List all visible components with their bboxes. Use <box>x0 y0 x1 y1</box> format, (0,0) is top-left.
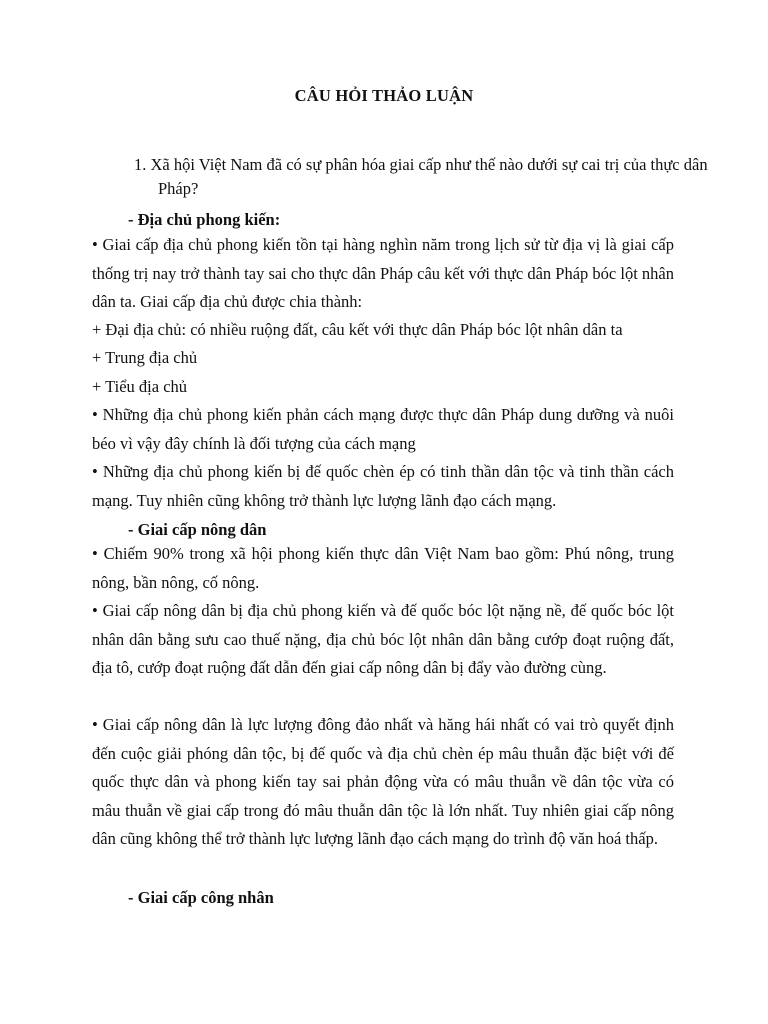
section-heading-nong-dan: - Giai cấp nông dân <box>128 520 267 539</box>
paragraph: • Những địa chủ phong kiến bị đế quốc chèn ép có tinh thần dân tộc và tinh thần cách mạng. Tuy nhiên cũng không trở thành lực lượng lãnh đạo cách mạng. <box>92 462 674 510</box>
paragraph: • Giai cấp địa chủ phong kiến tồn tại hàng nghìn năm trong lịch sử từ địa vị là giai cấp thống trị nay trở thành tay sai cho thực dân Pháp câu kết với thực dân Pháp bóc lột nhân dân ta. Giai cấp địa chủ được chia thành: <box>92 235 674 312</box>
discussion-question: 1. Xã hội Việt Nam đã có sự phân hóa giai cấp như thế nào dưới sự cai trị của thực dân Pháp? <box>134 155 708 198</box>
paragraph: • Giai cấp nông dân là lực lượng đông đảo nhất và hăng hái nhất có vai trò quyết định đến cuộc giải phóng dân tộc, bị đế quốc và địa chủ chèn ép mâu thuẫn đặc biệt với đế quốc thực dân và phong kiến tay sai phản động vừa có mâu thuẫn về dân tộc vừa có mâu thuẫn về giai cấp trong đó mâu thuẫn dân tộc là lớn nhất. Tuy nhiên giai cấp nông dân cũng không thể trở thành lực lượng lãnh đạo cách mạng do trình độ văn hoá thấp. <box>92 715 674 849</box>
section-heading-cong-nhan: - Giai cấp công nhân <box>128 888 274 907</box>
page-title: CÂU HỎI THẢO LUẬN <box>294 86 474 105</box>
paragraph: • Chiếm 90% trong xã hội phong kiến thực dân Việt Nam bao gồm: Phú nông, trung nông, bần nông, cố nông. <box>92 544 674 592</box>
paragraph: + Đại địa chủ: có nhiều ruộng đất, câu kết với thực dân Pháp bóc lột nhân dân ta <box>92 320 623 339</box>
section-heading-dia-chu: - Địa chủ phong kiến: <box>128 210 281 229</box>
paragraph: + Tiểu địa chủ <box>92 377 188 396</box>
paragraph: • Giai cấp nông dân bị địa chủ phong kiến và đế quốc bóc lột nặng nề, đế quốc bóc lột nhân dân bằng sưu cao thuế nặng, địa chủ bóc lột nhân dân bằng cướp đoạt ruộng đất, địa tô, cướp đoạt ruộng đất dẫn đến giai cấp nông dân bị đẩy vào đường cùng. <box>92 601 674 678</box>
paragraph: + Trung địa chủ <box>92 348 198 367</box>
paragraph: • Những địa chủ phong kiến phản cách mạng được thực dân Pháp dung dưỡng và nuôi béo vì vậy đây chính là đối tượng của cách mạng <box>92 405 674 453</box>
